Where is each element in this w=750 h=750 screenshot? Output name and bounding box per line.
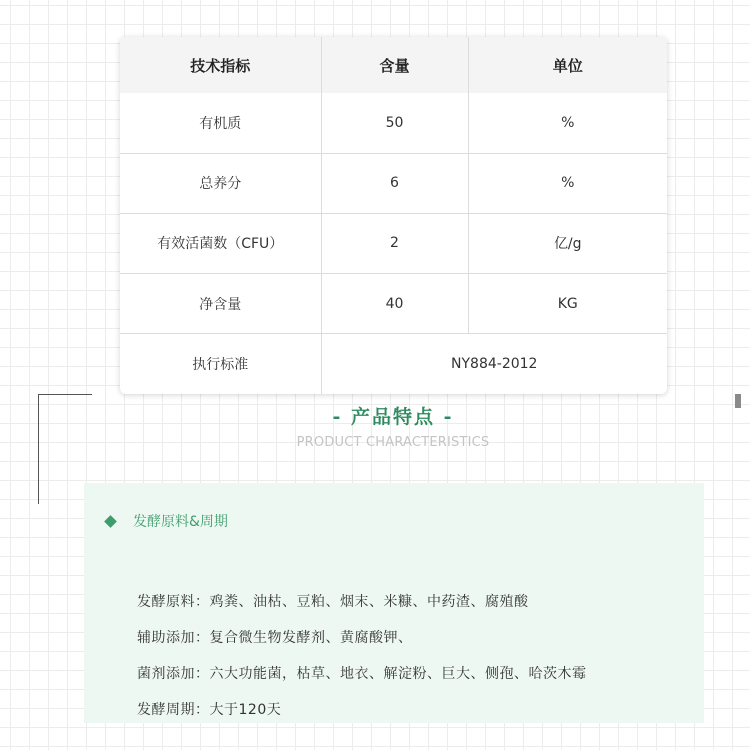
cell-content: 6 [321,153,468,213]
cell-indicator: 执行标准 [120,334,321,394]
cell-standard-value: NY884-2012 [451,356,538,373]
feature-line: 辅助添加：复合微生物发酵剂、黄腐酸钾、 [137,630,413,646]
feature-title-row [106,511,228,531]
cell-content: 2 [321,213,468,273]
table-row [120,213,667,273]
feature-line: 菌剂添加：六大功能菌，枯草、地衣、解淀粉、巨大、侧孢、哈茨木霉 [137,666,587,682]
table-row [120,153,667,213]
diamond-bullet-icon [104,515,117,528]
header-indicator: 技术指标 [120,37,321,93]
cell-unit: % [468,93,667,153]
cell-indicator: 净含量 [120,274,321,334]
cell-unit: 亿/g [468,213,667,273]
table-row [120,93,667,153]
header-content: 含量 [321,37,468,93]
cell-unit: % [468,153,667,213]
frame-line-vertical [38,394,39,504]
spec-table-card [120,37,667,394]
features-panel [84,483,704,723]
section-title-cn: - 产品特点 - [332,406,454,428]
feature-title: 发酵原料&周期 [133,514,228,530]
cell-indicator: 有机质 [120,93,321,153]
cell-unit: KG [468,274,667,334]
feature-line: 发酵周期：大于120天 [137,702,282,718]
header-unit: 单位 [468,37,667,93]
table-header-row [120,37,667,93]
frame-line-horizontal [38,394,92,395]
section-title-en: PRODUCT CHARACTERISTICS [296,435,490,450]
table-row [120,274,667,334]
cell-indicator: 有效活菌数（CFU） [120,213,321,273]
feature-list [137,593,587,737]
cell-indicator: 总养分 [120,153,321,213]
cell-content: 50 [321,93,468,153]
spec-table [120,37,667,394]
edge-marker [735,394,741,408]
cell-content: 40 [321,274,468,334]
feature-line: 发酵原料：鸡粪、油枯、豆粕、烟末、米糠、中药渣、腐殖酸 [137,594,529,610]
table-row-standard [120,334,667,394]
section-heading [180,402,606,450]
